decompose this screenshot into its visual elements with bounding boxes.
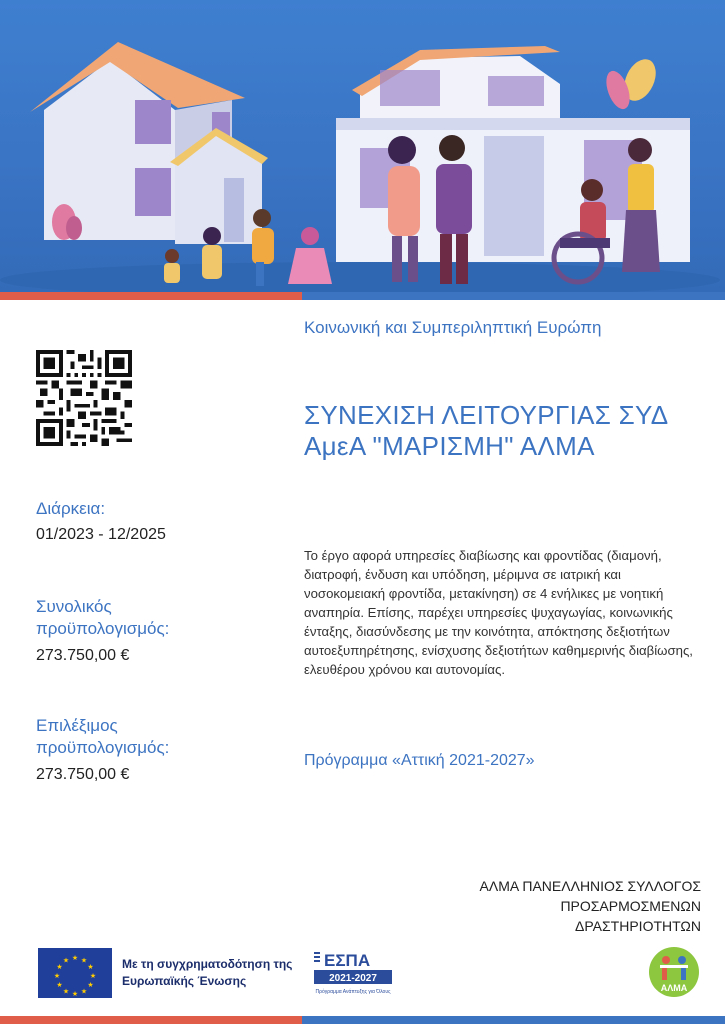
eu-cofunding-text: Με τη συγχρηματοδότηση της Ευρωπαϊκής Ένωσης [122, 957, 293, 988]
svg-text:★: ★ [71, 990, 79, 998]
top-stripe-blue [302, 292, 725, 300]
hero-illustration [0, 0, 725, 292]
beneficiary-line-1: ΑΛΜΑ ΠΑΝΕΛΛΗΝΙΟΣ ΣΥΛΛΟΓΟΣ [479, 878, 701, 894]
svg-text:★: ★ [87, 981, 94, 989]
svg-text:★: ★ [80, 987, 88, 996]
svg-text:★: ★ [89, 972, 97, 980]
alma-logo-icon [648, 946, 700, 998]
bottom-stripe-blue [302, 1016, 725, 1024]
bottom-stripe-red [0, 1016, 302, 1024]
eligible-budget-value: 273.750,00 € [36, 766, 130, 783]
svg-text:★: ★ [71, 954, 79, 962]
project-title: ΣΥΝΕΧΙΣΗ ΛΕΙΤΟΥΡΓΙΑΣ ΣΥΔ ΑμεΑ "ΜΑΡΙΣΜΗ" ΑΛΜΑ [304, 400, 667, 461]
total-budget-value: 273.750,00 € [36, 647, 130, 664]
houses-and-people-illustration [0, 0, 725, 292]
total-budget-label: Συνολικός προϋπολογισμός: [36, 597, 170, 638]
beneficiary-line-2: ΠΡΟΣΑΡΜΟΣΜΕΝΩΝ [560, 898, 701, 914]
svg-text:★: ★ [53, 972, 61, 980]
qr-code-icon[interactable] [36, 350, 132, 446]
program-name: Πρόγραμμα «Αττική 2021-2027» [304, 752, 535, 769]
duration-value: 01/2023 - 12/2025 [36, 526, 166, 543]
duration-label: Διάρκεια: [36, 499, 106, 518]
espa-period: 2021-2027 [329, 973, 377, 984]
beneficiary-name [411, 876, 701, 936]
top-stripe-red [0, 292, 302, 300]
beneficiary-line-3: ΔΡΑΣΤΗΡΙΟΤΗΤΩΝ [575, 918, 701, 934]
svg-text:★: ★ [80, 956, 88, 965]
espa-logo-icon [314, 950, 394, 998]
program-category: Κοινωνική και Συμπεριληπτική Ευρώπη [304, 318, 602, 337]
svg-text:★: ★ [56, 963, 63, 971]
svg-text:★: ★ [62, 987, 70, 996]
espa-tagline: Πρόγραμμα Ανάπτυξης για Όλους [315, 989, 391, 995]
svg-text:★: ★ [56, 981, 63, 989]
espa-brand: ΕΣΠΑ [324, 951, 371, 970]
eligible-budget-label: Επιλέξιμος προϋπολογισμός: [36, 716, 170, 757]
project-description: Το έργο αφορά υπηρεσίες διαβίωσης και φροντίδας (διαμονή, διατροφή, ένδυση και υπόδηση, μέριμνα σε ιατρική και νοσοκομειακή φροντίδα, μετακίνηση) σε 4 ενήλικες με νοητική αναπηρία. Επίσης, παρέχει υπηρεσίες ψυχαγωγίας, κοινωνικής ένταξης, διασύνδεσης με την κοινότητα, απόκτησης δεξιοτήτων αυτοεξυπηρέτησης, ενίσχυσης δεξιοτήτων καθημερινής διαβίωσης, ελευθέρου χρόνου και αυτονομίας. [304, 548, 693, 677]
svg-text:★: ★ [87, 963, 94, 971]
svg-text:★: ★ [62, 956, 70, 965]
eu-flag-icon [38, 948, 112, 998]
alma-label: ΑΛΜΑ [660, 983, 688, 993]
